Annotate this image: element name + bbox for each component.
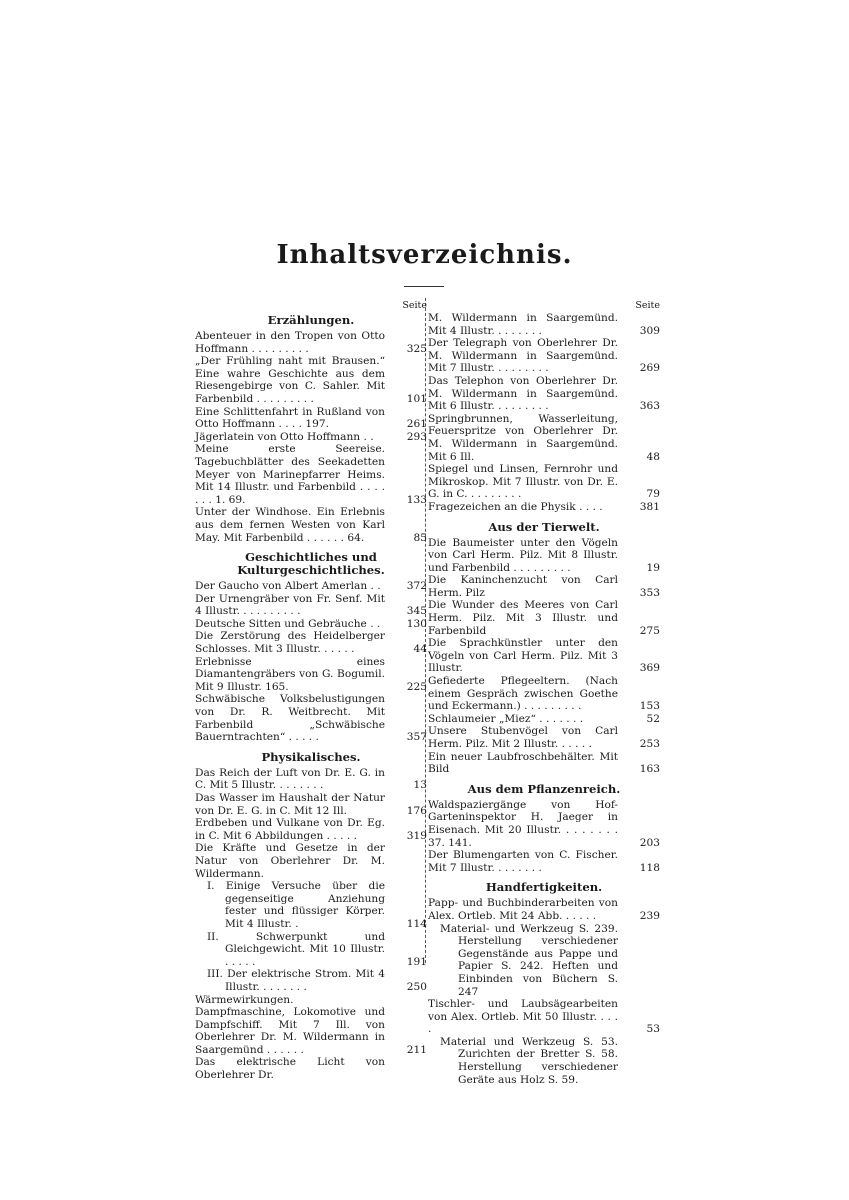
- toc-entry-title: Die Kaninchenzucht von Carl Herm. Pilz: [428, 574, 618, 599]
- toc-entry: [207, 968, 427, 993]
- toc-entry-page: 52: [646, 712, 660, 725]
- toc-entry: [195, 506, 427, 544]
- toc-entry-page: 319: [406, 829, 427, 842]
- toc-entry-title: Eine Schlittenfahrt in Rußland von Otto Hoffmann . . . . 197.: [195, 405, 385, 431]
- page-title: Inhaltsverzeichnis.: [276, 240, 573, 270]
- toc-entry-title: Der Blumengarten von C. Fischer. Mit 7 Illustr. . . . . . . .: [428, 849, 618, 874]
- toc-entry: [428, 599, 660, 637]
- toc-entry-title: Jägerlatein von Otto Hoffmann . .: [195, 430, 374, 443]
- toc-entry: [428, 725, 660, 750]
- seite-label: Seite: [402, 300, 427, 311]
- toc-entry: [195, 618, 427, 631]
- toc-entry: [195, 330, 427, 355]
- toc-entry: [195, 656, 427, 694]
- toc-entry: [428, 537, 660, 575]
- toc-entry-page: 44: [413, 643, 427, 656]
- section-heading: Erzählungen.: [267, 313, 355, 327]
- toc-entry-title: Unter der Windhose. Ein Erlebnis aus dem fernen Westen von Karl May. Mit Farbenbild . . . . . . 64.: [195, 506, 385, 544]
- toc-entry-title: Springbrunnen, Wasserleitung, Feuerspritze von Oberlehrer Dr. M. Wildermann in Saargemünd. Mit 6 Ill.: [428, 412, 618, 463]
- toc-entry: [195, 767, 427, 792]
- toc-entry-page: 85: [413, 531, 427, 544]
- toc-entry: [428, 849, 660, 874]
- toc-entry: [207, 930, 427, 969]
- toc-entry-title: Der Urnengräber von Fr. Senf. Mit 4 Illustr. . . . . . . . . .: [195, 592, 385, 618]
- toc-entry-title: Waldspaziergänge von Hof-Garteninspektor H. Jaeger in Eisenach. Mit 20 Illustr. . . . . . . . 37. 141.: [428, 798, 618, 849]
- toc-entry-page: 118: [639, 861, 660, 874]
- toc-entry: [428, 713, 660, 726]
- toc-entry: [428, 337, 660, 375]
- toc-entry-page: 48: [646, 450, 660, 463]
- toc-entry: [428, 463, 660, 501]
- toc-column-left: [195, 300, 427, 1082]
- toc-entry: [195, 431, 427, 444]
- toc-entry: [195, 817, 427, 842]
- section-heading: Geschichtliches und Kulturgeschichtliches.: [237, 550, 385, 578]
- toc-entry: [195, 406, 427, 431]
- toc-entry-page: 293: [406, 430, 427, 443]
- toc-entry: [440, 1035, 660, 1086]
- toc-entry-title: Deutsche Sitten und Gebräuche . .: [195, 617, 381, 630]
- toc-entry-title: Das Wasser im Haushalt der Natur von Dr. E. G. in C. Mit 12 Ill.: [195, 792, 385, 817]
- toc-entry-title: Schwäbische Volksbelustigungen von Dr. R. Weitbrecht. Mit Farbenbild „Schwäbische Bauerntrachten“ . . . . .: [195, 693, 385, 744]
- toc-entry-title: Gefiederte Pflegeeltern. (Nach einem Gespräch zwischen Goethe und Eckermann.) . . . . . . . . .: [428, 675, 618, 713]
- toc-entry: [195, 630, 427, 655]
- toc-entry: [428, 312, 660, 337]
- toc-entry-page: 239: [639, 909, 660, 922]
- toc-entry-page: 353: [639, 586, 660, 599]
- toc-entry-title: I. Einige Versuche über die gegenseitige Anziehung fester und flüssiger Körper. Mit 4 Illustr. .: [207, 880, 385, 930]
- toc-entry: [428, 375, 660, 413]
- toc-entry-page: 53: [646, 1023, 660, 1036]
- toc-entry-page: 211: [406, 1043, 427, 1056]
- toc-entry: [195, 580, 427, 593]
- toc-entry-title: M. Wildermann in Saargemünd. Mit 4 Illustr. . . . . . . .: [428, 312, 618, 337]
- section-heading: Aus der Tierwelt.: [488, 519, 600, 534]
- toc-entry-title: Fragezeichen an die Physik . . . .: [428, 500, 603, 513]
- toc-entry-title: Ein neuer Laubfroschbehälter. Mit Bild: [428, 750, 618, 776]
- toc-entry-page: 345: [406, 605, 427, 618]
- toc-entry-title: Unsere Stubenvögel von Carl Herm. Pilz. Mit 2 Illustr. . . . . .: [428, 725, 618, 750]
- toc-entry-page: 253: [639, 738, 660, 750]
- toc-entry-page: 176: [406, 804, 427, 817]
- toc-entry: [195, 792, 427, 817]
- toc-entry: [428, 751, 660, 776]
- toc-entry-page: 357: [406, 731, 427, 744]
- toc-column-right: [428, 300, 660, 1086]
- toc-entry-title: Die Baumeister unter den Vögeln von Carl Herm. Pilz. Mit 8 Illustr. und Farbenbild . . . . . . . . .: [428, 536, 618, 574]
- toc-entry-page: 114: [406, 917, 427, 930]
- seite-label: Seite: [635, 300, 660, 311]
- toc-entry-title: II. Schwerpunkt und Gleichgewicht. Mit 10 Illustr. . . . . .: [207, 930, 385, 968]
- section-heading: Aus dem Pflanzenreich.: [467, 781, 621, 796]
- toc-entry-title: Papp- und Buchbinderarbeiten von Alex. Ortleb. Mit 24 Abb. . . . . .: [428, 897, 618, 922]
- toc-entry-title: „Der Frühling naht mit Brausen.“ Eine wahre Geschichte aus dem Riesengebirge von C. Sahler. Mit Farbenbild . . . . . . . . .: [195, 355, 385, 405]
- toc-entry-page: 250: [406, 980, 427, 993]
- toc-entry-title: Meine erste Seereise. Tagebuchblätter des Seekadetten Meyer von Marinepfarrer Heims. Mit 14 Illustr. und Farbenbild . . . . . . . 1. 69.: [195, 443, 385, 506]
- toc-entry-title: Spiegel und Linsen, Fernrohr und Mikroskop. Mit 7 Illustr. von Dr. E. G. in C. . . . . . . . .: [428, 463, 618, 501]
- toc-entry-title: Der Telegraph von Oberlehrer Dr. M. Wildermann in Saargemünd. Mit 7 Illustr. . . . . . . . .: [428, 337, 618, 375]
- toc-entry: [428, 897, 660, 922]
- toc-entry: [195, 994, 427, 1057]
- toc-entry: [428, 574, 660, 599]
- toc-entry: [195, 443, 427, 506]
- toc-entry-title: Das Telephon von Oberlehrer Dr. M. Wildermann in Saargemünd. Mit 6 Illustr. . . . . . . . .: [428, 374, 618, 413]
- toc-entry: [428, 675, 660, 713]
- toc-entry-page: 79: [646, 488, 660, 501]
- toc-entry-page: 101: [406, 392, 427, 405]
- toc-entry-title: Material- und Werkzeug S. 239. Herstellung verschiedener Gegenstände aus Pappe und Papier S. 242. Heften und Einbinden von Büchern S. 247: [440, 922, 618, 998]
- section-heading: Handfertigkeiten.: [485, 880, 603, 895]
- toc-entry-title: Schlaumeier „Miez“ . . . . . . .: [428, 712, 584, 725]
- toc-entry-page: 269: [639, 362, 660, 375]
- toc-entry: [428, 501, 660, 514]
- toc-entry-page: 275: [639, 624, 660, 637]
- toc-entry-title: Erlebnisse eines Diamantengräbers von G. Bogumil. Mit 9 Illustr. 165.: [195, 655, 385, 693]
- toc-entry: [428, 637, 660, 675]
- toc-entry: [195, 355, 427, 405]
- toc-entry: [207, 880, 427, 930]
- toc-entry-page: 381: [639, 500, 660, 513]
- toc-entry-page: 369: [639, 662, 660, 675]
- toc-entry: [195, 842, 427, 880]
- toc-entry-page: 225: [406, 680, 427, 693]
- title-rule: [404, 286, 444, 287]
- toc-entry-page: 153: [639, 700, 660, 713]
- toc-entry-page: 19: [646, 561, 660, 574]
- toc-entry-title: Die Wunder des Meeres von Carl Herm. Pilz. Mit 3 Illustr. und Farbenbild: [428, 599, 618, 637]
- toc-entry-title: Tischler- und Laubsägearbeiten von Alex. Ortleb. Mit 50 Illustr. . . . .: [428, 998, 618, 1036]
- toc-entry-page: 261: [406, 418, 427, 431]
- toc-entry: [195, 1056, 427, 1081]
- toc-entry: [195, 593, 427, 618]
- toc-entry: [428, 413, 660, 463]
- toc-entry-page: 191: [406, 955, 427, 968]
- toc-entry: [428, 998, 660, 1036]
- toc-entry-title: Das Reich der Luft von Dr. E. G. in C. Mit 5 Illustr. . . . . . . .: [195, 766, 385, 792]
- toc-entry: [195, 693, 427, 743]
- toc-entry-title: Die Zerstörung des Heidelberger Schlosses. Mit 3 Illustr. . . . . .: [195, 630, 385, 656]
- toc-entry-title: Der Gaucho von Albert Amerlan . .: [195, 580, 381, 593]
- toc-entry-page: 163: [639, 763, 660, 776]
- toc-entry-page: 325: [406, 342, 427, 355]
- toc-entry-title: Das elektrische Licht von Oberlehrer Dr.: [195, 1056, 385, 1082]
- toc-entry-page: 203: [639, 836, 660, 849]
- toc-entry-title: Erdbeben und Vulkane von Dr. Eg. in C. Mit 6 Abbildungen . . . . .: [195, 817, 385, 842]
- toc-entry: [440, 922, 660, 999]
- toc-entry-title: Material und Werkzeug S. 53. Zurichten der Bretter S. 58. Herstellung verschiedener Geräte aus Holz S. 59.: [440, 1035, 618, 1086]
- section-heading: Physikalisches.: [261, 749, 361, 764]
- toc-entry-title: Abenteuer in den Tropen von Otto Hoffmann . . . . . . . . .: [195, 330, 385, 355]
- toc-entry-title: Die Kräfte und Gesetze in der Natur von Oberlehrer Dr. M. Wildermann.: [195, 842, 385, 880]
- toc-entry-page: 133: [406, 493, 427, 506]
- toc-entry-title: Wärmewirkungen. Dampfmaschine, Lokomotive und Dampfschiff. Mit 7 Ill. von Oberlehrer Dr. M. Wildermann in Saargemünd . . . . . .: [195, 993, 385, 1056]
- toc-entry-page: 372: [406, 580, 427, 593]
- toc-entry-page: 130: [406, 617, 427, 630]
- toc-entry-page: 309: [639, 324, 660, 337]
- toc-entry-page: 363: [639, 400, 660, 413]
- toc-entry-title: Die Sprachkünstler unter den Vögeln von Carl Herm. Pilz. Mit 3 Illustr.: [428, 637, 618, 675]
- toc-entry: [428, 799, 660, 849]
- toc-entry-title: III. Der elektrische Strom. Mit 4 Illustr. . . . . . . .: [207, 968, 385, 993]
- toc-entry-page: 13: [413, 779, 427, 792]
